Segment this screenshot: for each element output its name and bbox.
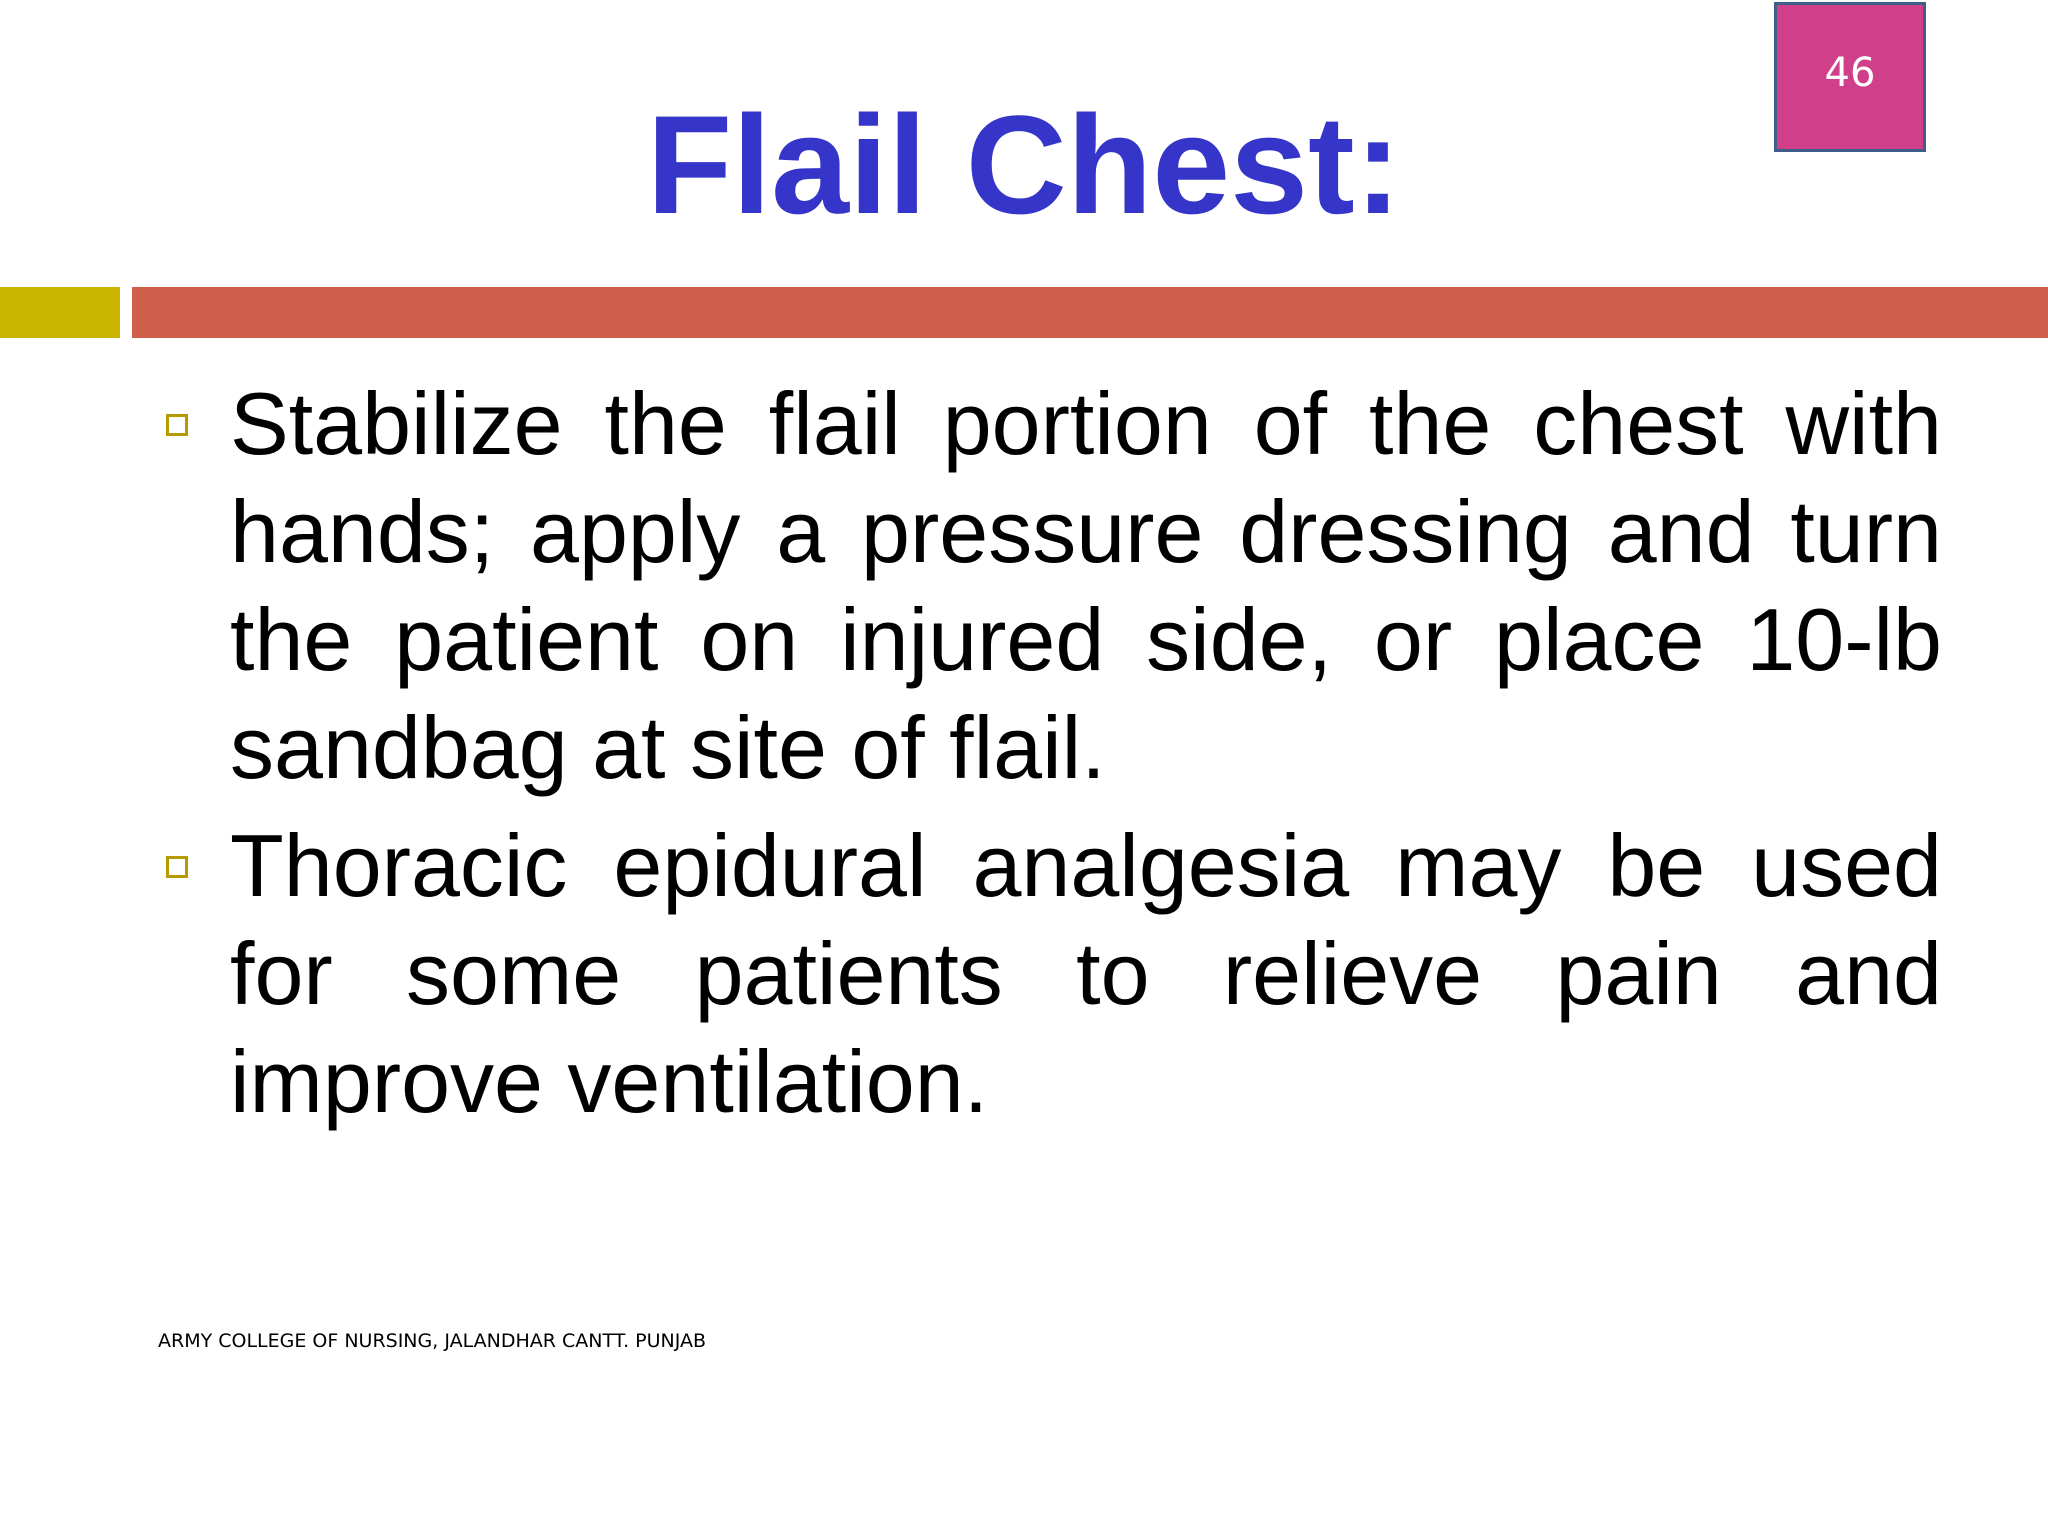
accent-bar-red — [132, 287, 2048, 338]
bullet-item — [160, 370, 1942, 802]
slide-number: 46 — [1824, 50, 1876, 96]
accent-bar-yellow — [0, 287, 120, 338]
bullet-text: Thoracic epidural analgesia may be used for some patients to relieve pain and improve ventilation. — [230, 816, 1942, 1131]
hollow-square-bullet-icon — [166, 856, 188, 878]
bullet-item — [160, 812, 1942, 1136]
hollow-square-bullet-icon — [166, 414, 188, 436]
bullet-text: Stabilize the flail portion of the chest with hands; apply a pressure dressing and turn the patient on injured side, or place 10-lb sandbag at site of flail. — [230, 374, 1942, 797]
slide-title: Flail Chest: — [646, 86, 1402, 243]
footer-institution: ARMY COLLEGE OF NURSING, JALANDHAR CANTT. PUNJAB — [158, 1330, 707, 1352]
bullet-list — [160, 370, 1942, 1146]
